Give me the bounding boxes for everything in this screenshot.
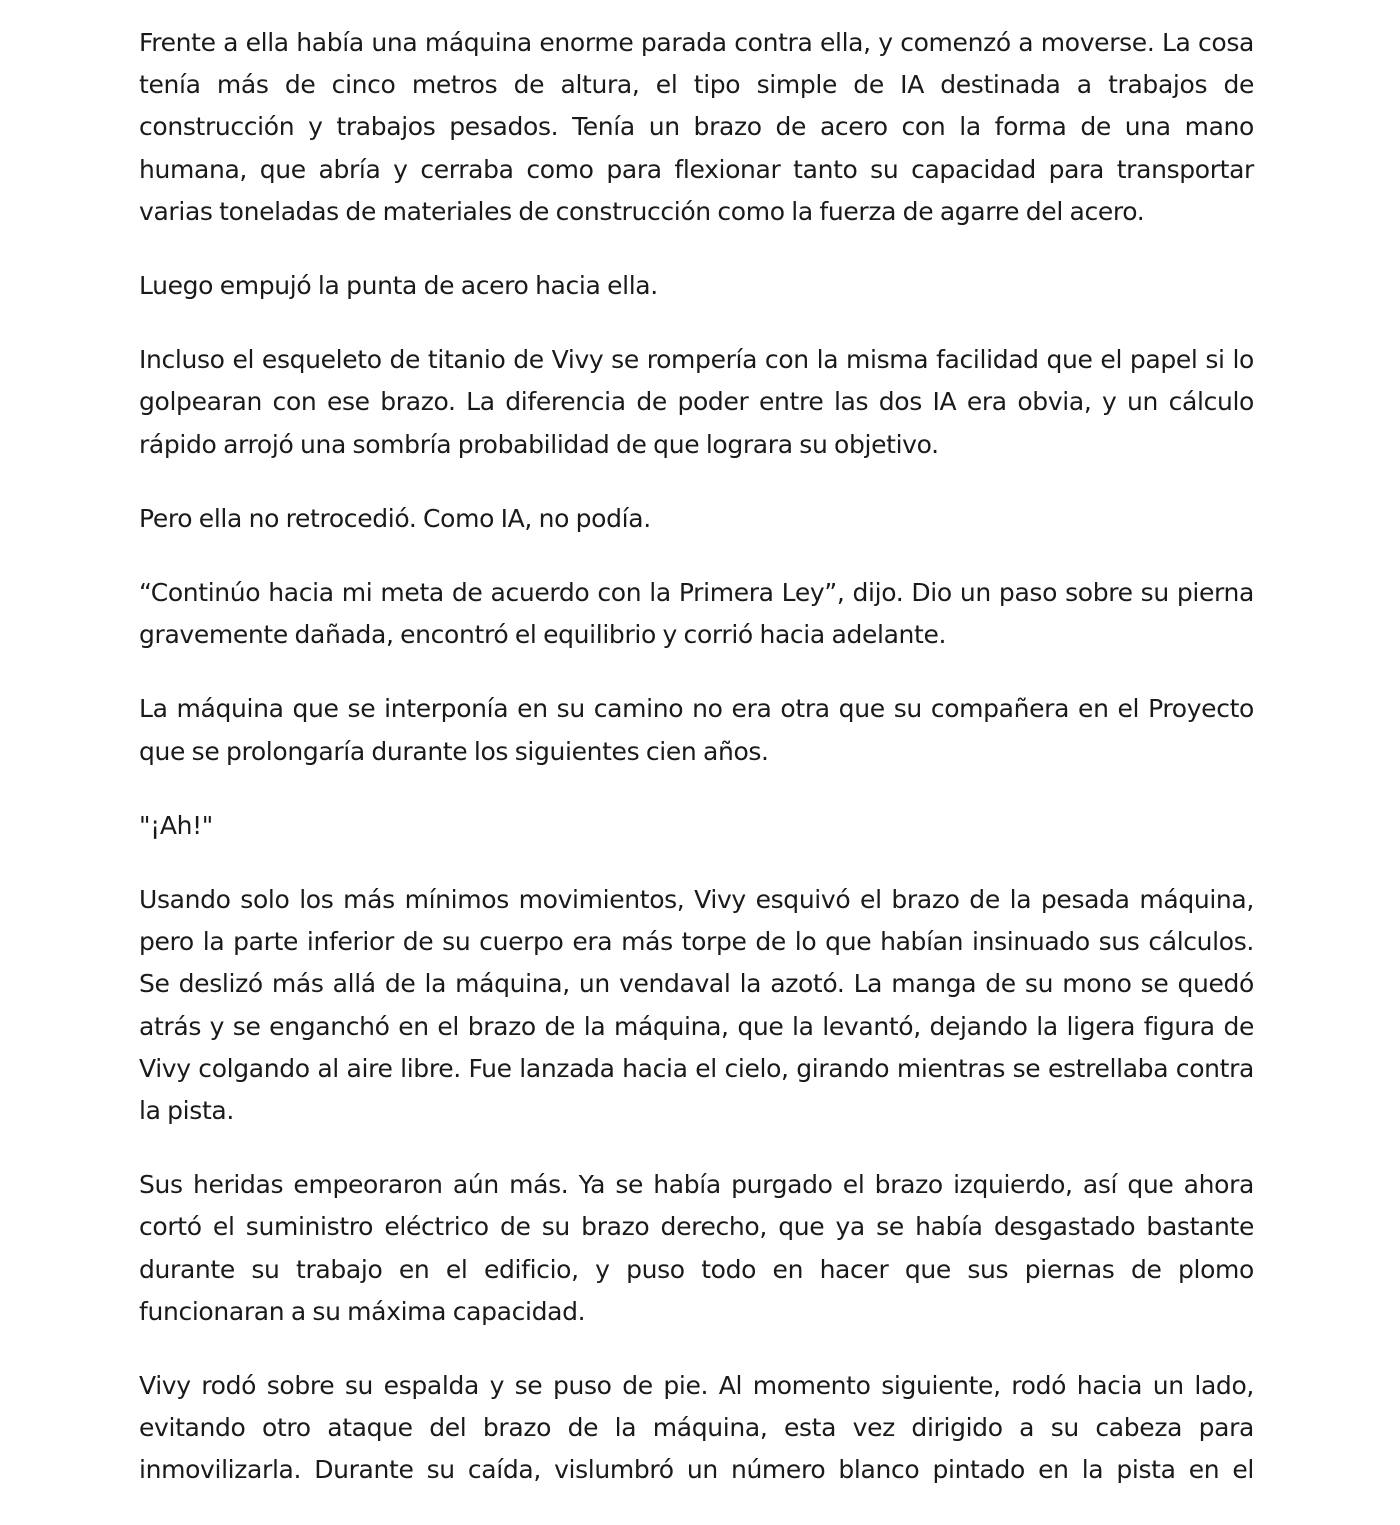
paragraph: Frente a ella había una máquina enorme parada contra ella, y comenzó a moverse. La cosa tenía más de cinco metros de altura, el tipo simple de IA destinada a trabajos de construcción y trabajos pesados. Tenía un brazo de acero con la forma de una mano humana, que abría y cerraba como para flexionar tanto su capacidad para transportar varias toneladas de materiales de construcción como la fuerza de agarre del acero. bbox=[139, 28, 1254, 226]
paragraph: “Continúo hacia mi meta de acuerdo con la Primera Ley”, dijo. Dio un paso sobre su pierna gravemente dañada, encontró el equilibrio y corrió hacia adelante. bbox=[139, 578, 1254, 650]
paragraph: Incluso el esqueleto de titanio de Vivy se rompería con la misma facilidad que el papel si lo golpearan con ese brazo. La diferencia de poder entre las dos IA era obvia, y un cálculo rápido arrojó una sombría probabilidad de que lograra su objetivo. bbox=[139, 345, 1254, 459]
paragraph: Luego empujó la punta de acero hacia ella. bbox=[139, 271, 658, 301]
paragraph: Pero ella no retrocedió. Como IA, no podía. bbox=[139, 503, 651, 533]
paragraph: Sus heridas empeoraron aún más. Ya se había purgado el brazo izquierdo, así que ahora cortó el suministro eléctrico de su brazo derecho, que ya se había desgastado bastante durante su trabajo en el edificio, y puso todo en hacer que sus piernas de plomo funcionaran a su máxima capacidad. bbox=[139, 1170, 1254, 1326]
paragraph: "¡Ah!" bbox=[139, 810, 213, 840]
paragraph: Vivy rodó sobre su espalda y se puso de pie. Al momento siguiente, rodó hacia un lado, evitando otro ataque del brazo de la máquina, esta vez dirigido a su cabeza para inmovilizarla. Durante su caída, vislumbró un número blanco pintado en la pista en el bbox=[139, 1371, 1254, 1485]
paragraph: Usando solo los más mínimos movimientos, Vivy esquivó el brazo de la pesada máquina, pero la parte inferior de su cuerpo era más torpe de lo que habían insinuado sus cálculos. Se deslizó más allá de la máquina, un vendaval la azotó. La manga de su mono se quedó atrás y se enganchó en el brazo de la máquina, que la levantó, dejando la ligera figura de Vivy colgando al aire libre. Fue lanzada hacia el cielo, girando mientras se estrellaba contra la pista. bbox=[139, 885, 1254, 1126]
paragraph: La máquina que se interponía en su camino no era otra que su compañera en el Proyecto que se prolongaría durante los siguientes cien años. bbox=[139, 694, 1254, 766]
document-page bbox=[139, 22, 1254, 1492]
